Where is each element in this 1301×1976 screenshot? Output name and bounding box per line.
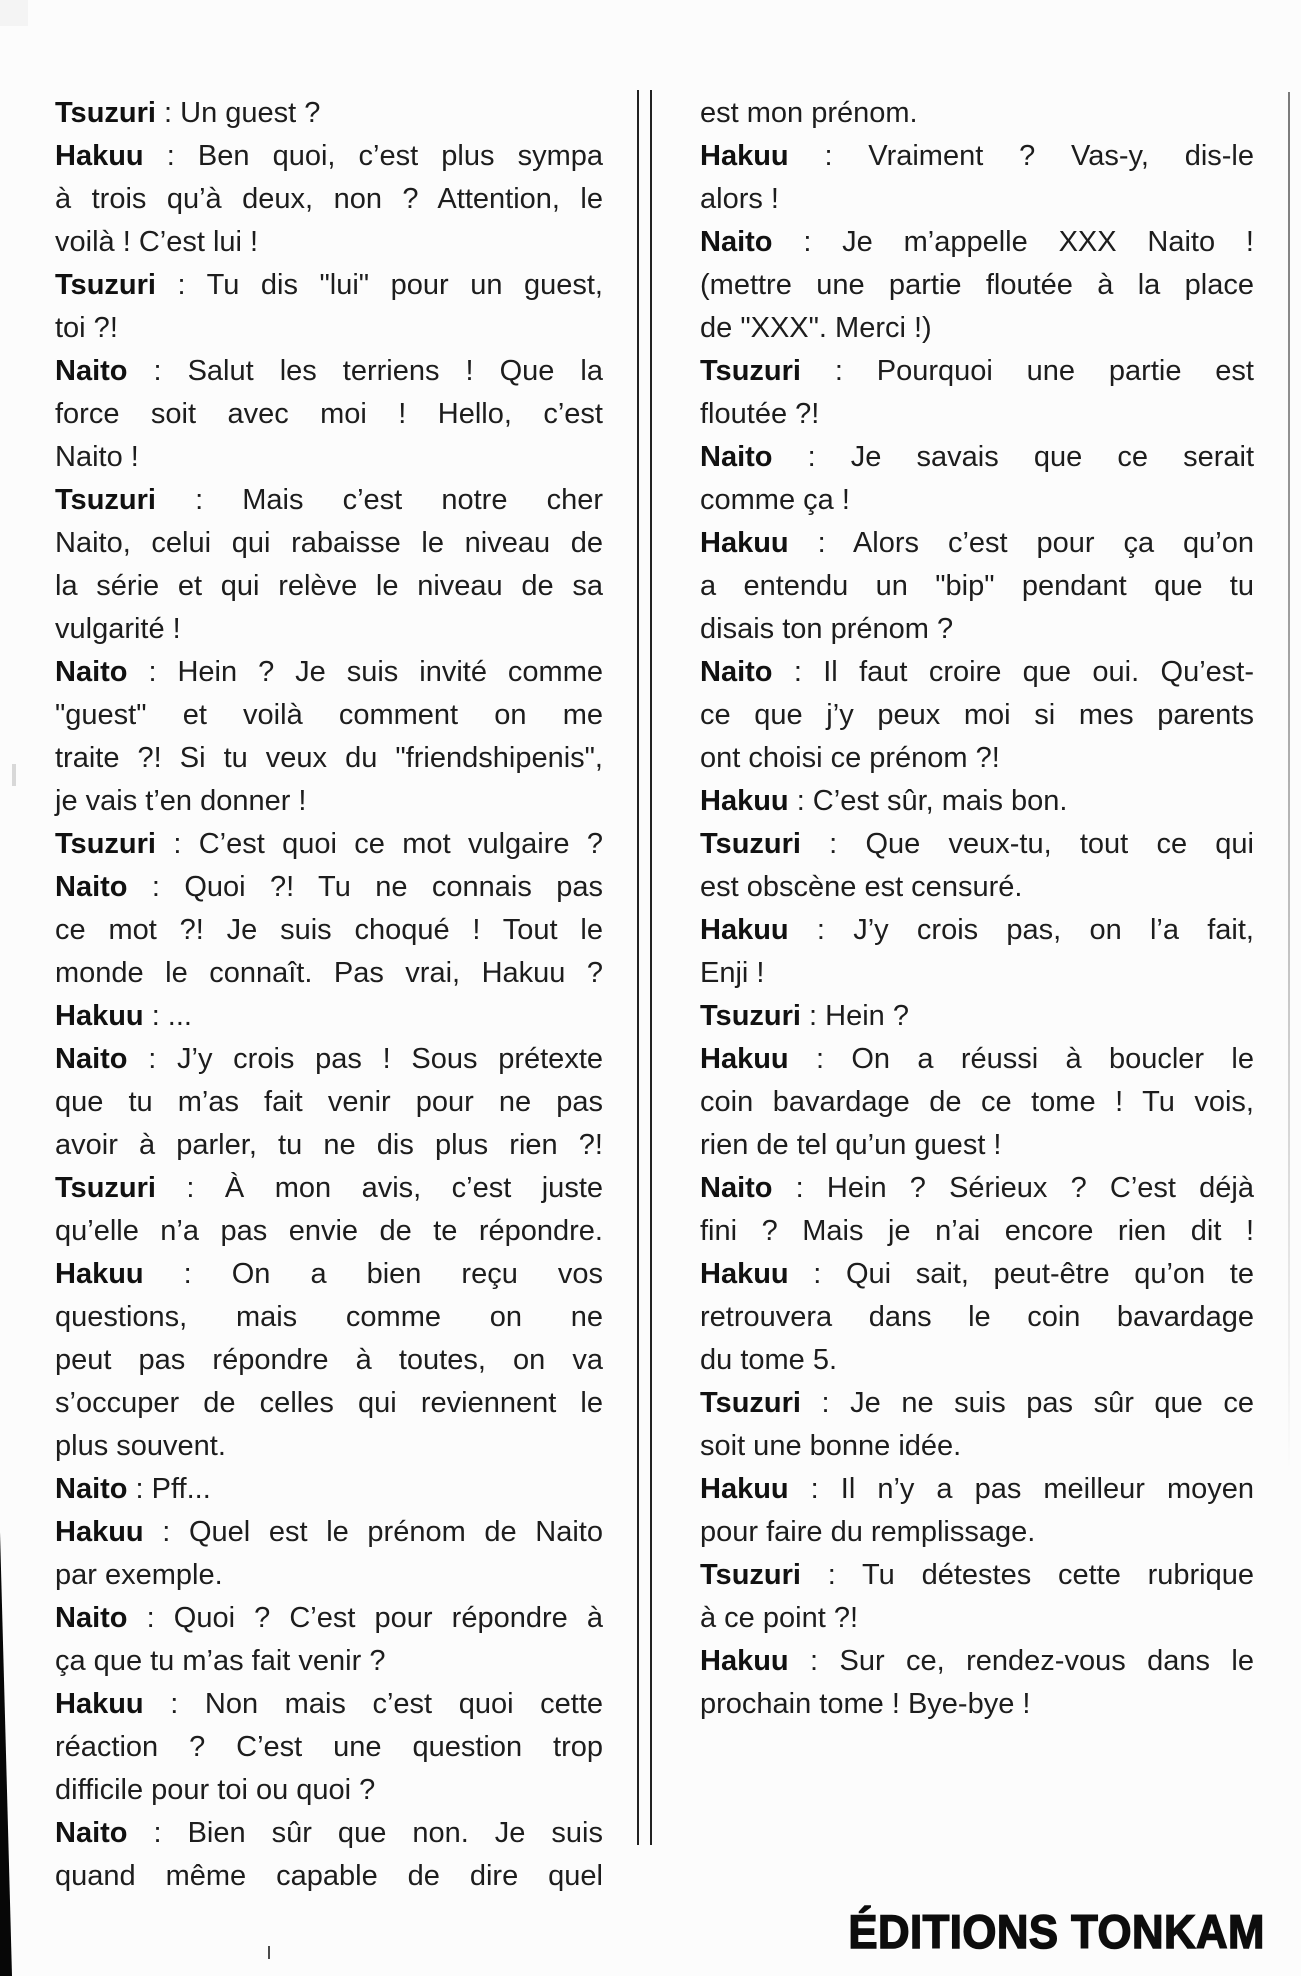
text-line: Tsuzuri : À mon avis, c’est juste	[55, 1172, 603, 1204]
speaker-name: Hakuu	[700, 140, 789, 172]
publisher-logo-text: ÉDITIONS TONKAM	[848, 1905, 1265, 1958]
speaker-name: Naito	[55, 1473, 128, 1505]
text-line: par exemple.	[55, 1559, 223, 1591]
text-line: Enji !	[700, 957, 765, 989]
text-line: plus souvent.	[55, 1430, 226, 1462]
text-line: toi ?!	[55, 312, 118, 344]
text-line: Tsuzuri : Tu dis "lui" pour un guest,	[55, 269, 603, 301]
text-line: alors !	[700, 183, 779, 215]
text-line: Hakuu : ...	[55, 1000, 192, 1032]
text-line: vulgarité !	[55, 613, 181, 645]
text-line: Tsuzuri : Hein ?	[700, 1000, 909, 1032]
text-line: s’occuper de celles qui reviennent le	[55, 1387, 603, 1419]
speaker-name: Naito	[700, 1172, 773, 1204]
text-line: Naito : Hein ? Je suis invité comme	[55, 656, 603, 688]
text-line: "guest" et voilà comment on me	[55, 699, 603, 731]
speaker-name: Tsuzuri	[700, 1000, 801, 1032]
text-line: à ce point ?!	[700, 1602, 858, 1634]
text-line: ce que j’y peux moi si mes parents	[700, 699, 1254, 731]
text-line: floutée ?!	[700, 398, 820, 430]
speaker-name: Tsuzuri	[55, 97, 156, 129]
speaker-name: Naito	[55, 355, 128, 387]
text-line: quand même capable de dire quel	[55, 1860, 603, 1892]
text-line: Tsuzuri : Je ne suis pas sûr que ce	[700, 1387, 1254, 1419]
text-line: Tsuzuri : Tu détestes cette rubrique	[700, 1559, 1254, 1591]
text-line: est mon prénom.	[700, 97, 918, 129]
speaker-name: Naito	[700, 226, 773, 258]
speaker-name: Hakuu	[55, 1258, 144, 1290]
text-line: Hakuu : Non mais c’est quoi cette	[55, 1688, 603, 1720]
text-line: disais ton prénom ?	[700, 613, 954, 645]
text-line: rien de tel qu’un guest !	[700, 1129, 1002, 1161]
text-line: Naito : Je m’appelle XXX Naito !	[700, 226, 1254, 258]
speaker-name: Tsuzuri	[55, 828, 156, 860]
speaker-name: Tsuzuri	[55, 269, 156, 301]
speaker-name: Hakuu	[700, 785, 789, 817]
text-line: Naito, celui qui rabaisse le niveau de	[55, 527, 603, 559]
text-line: ce mot ?! Je suis choqué ! Tout le	[55, 914, 603, 946]
text-line: est obscène est censuré.	[700, 871, 1023, 903]
text-line: Tsuzuri : Un guest ?	[55, 97, 321, 129]
text-line: pour faire du remplissage.	[700, 1516, 1036, 1548]
column-divider-line-inner	[650, 90, 652, 1845]
text-line: Naito !	[55, 441, 139, 473]
speaker-name: Hakuu	[700, 914, 789, 946]
text-line: soit une bonne idée.	[700, 1430, 962, 1462]
text-line: réaction ? C’est une question trop	[55, 1731, 603, 1763]
text-line: de "XXX". Merci !)	[700, 312, 932, 344]
speaker-name: Tsuzuri	[700, 355, 801, 387]
speaker-name: Hakuu	[700, 1645, 789, 1677]
text-line: Naito : Salut les terriens ! Que la	[55, 355, 603, 387]
text-line: Hakuu : J’y crois pas, on l’a fait,	[700, 914, 1254, 946]
text-line: Naito : Il faut croire que oui. Qu’est-	[700, 656, 1254, 688]
text-line: monde le connaît. Pas vrai, Hakuu ?	[55, 957, 603, 989]
text-line: Tsuzuri : Que veux-tu, tout ce qui	[700, 828, 1254, 860]
text-line: Naito : Quoi ?! Tu ne connais pas	[55, 871, 603, 903]
text-line: Naito : Pff...	[55, 1473, 211, 1505]
text-line: Hakuu : Sur ce, rendez-vous dans le	[700, 1645, 1254, 1677]
speaker-name: Tsuzuri	[55, 484, 156, 516]
speaker-name: Hakuu	[55, 1516, 144, 1548]
text-line: ça que tu m’as fait venir ?	[55, 1645, 386, 1677]
speaker-name: Tsuzuri	[700, 1559, 801, 1591]
text-line: du tome 5.	[700, 1344, 838, 1376]
text-line: Hakuu : Vraiment ? Vas-y, dis-le	[700, 140, 1254, 172]
text-line: ont choisi ce prénom ?!	[700, 742, 1000, 774]
text-line: fini ? Mais je n’ai encore rien dit !	[700, 1215, 1254, 1247]
text-line: à trois qu’à deux, non ? Attention, le	[55, 183, 603, 215]
text-line: questions, mais comme on ne	[55, 1301, 603, 1333]
scan-artifact-bottom-left-wedge	[0, 1532, 12, 1976]
text-line: Hakuu : Alors c’est pour ça qu’on	[700, 527, 1254, 559]
text-line: traite ?! Si tu veux du "friendshipenis",	[55, 742, 603, 774]
speaker-name: Tsuzuri	[700, 828, 801, 860]
text-line: Tsuzuri : Pourquoi une partie est	[700, 355, 1254, 387]
speaker-name: Hakuu	[700, 527, 789, 559]
speaker-name: Hakuu	[55, 1000, 144, 1032]
text-line: prochain tome ! Bye-bye !	[700, 1688, 1031, 1720]
scan-artifact-left-smudge	[12, 764, 16, 786]
scan-artifact-bottom-tick	[268, 1946, 270, 1959]
text-line: que tu m’as fait venir pour ne pas	[55, 1086, 603, 1118]
speaker-name: Naito	[700, 441, 773, 473]
scan-artifact-right-edge-line	[1288, 92, 1290, 1472]
text-line: peut pas répondre à toutes, on va	[55, 1344, 603, 1376]
text-line: (mettre une partie floutée à la place	[700, 269, 1254, 301]
text-line: Naito : J’y crois pas ! Sous prétexte	[55, 1043, 603, 1075]
text-line: Hakuu : Ben quoi, c’est plus sympa	[55, 140, 603, 172]
text-line: Naito : Quoi ? C’est pour répondre à	[55, 1602, 603, 1634]
speaker-name: Naito	[55, 871, 128, 903]
text-line: Naito : Hein ? Sérieux ? C’est déjà	[700, 1172, 1254, 1204]
speaker-name: Naito	[700, 656, 773, 688]
column-divider-line-outer	[637, 90, 639, 1845]
speaker-name: Hakuu	[55, 140, 144, 172]
speaker-name: Naito	[55, 656, 128, 688]
speaker-name: Hakuu	[55, 1688, 144, 1720]
text-line: Tsuzuri : Mais c’est notre cher	[55, 484, 603, 516]
text-line: a entendu un "bip" pendant que tu	[700, 570, 1254, 602]
text-line: coin bavardage de ce tome ! Tu vois,	[700, 1086, 1254, 1118]
text-line: qu’elle n’a pas envie de te répondre.	[55, 1215, 603, 1247]
text-line: la série et qui relève le niveau de sa	[55, 570, 603, 602]
right-column	[700, 92, 1254, 1726]
text-line: Hakuu : Quel est le prénom de Naito	[55, 1516, 603, 1548]
speaker-name: Hakuu	[700, 1043, 789, 1075]
text-line: Naito : Bien sûr que non. Je suis	[55, 1817, 603, 1849]
text-line: difficile pour toi ou quoi ?	[55, 1774, 376, 1806]
speaker-name: Naito	[55, 1043, 128, 1075]
text-line: avoir à parler, tu ne dis plus rien ?!	[55, 1129, 603, 1161]
text-line: retrouvera dans le coin bavardage	[700, 1301, 1254, 1333]
speaker-name: Tsuzuri	[55, 1172, 156, 1204]
text-line: Hakuu : Il n’y a pas meilleur moyen	[700, 1473, 1254, 1505]
speaker-name: Tsuzuri	[700, 1387, 801, 1419]
left-column	[55, 92, 603, 1898]
scan-artifact-top-left-patch	[0, 0, 28, 26]
speaker-name: Naito	[55, 1817, 128, 1849]
text-line: Naito : Je savais que ce serait	[700, 441, 1254, 473]
speaker-name: Naito	[55, 1602, 128, 1634]
text-line: force soit avec moi ! Hello, c’est	[55, 398, 603, 430]
text-line: Hakuu : Qui sait, peut-être qu’on te	[700, 1258, 1254, 1290]
speaker-name: Hakuu	[700, 1473, 789, 1505]
text-line: Tsuzuri : C’est quoi ce mot vulgaire ?	[55, 828, 603, 860]
text-line: comme ça !	[700, 484, 850, 516]
speaker-name: Hakuu	[700, 1258, 789, 1290]
text-line: Hakuu : C’est sûr, mais bon.	[700, 785, 1068, 817]
text-line: voilà ! C’est lui !	[55, 226, 259, 258]
text-line: je vais t’en donner !	[55, 785, 307, 817]
text-line: Hakuu : On a réussi à boucler le	[700, 1043, 1254, 1075]
text-line: Hakuu : On a bien reçu vos	[55, 1258, 603, 1290]
